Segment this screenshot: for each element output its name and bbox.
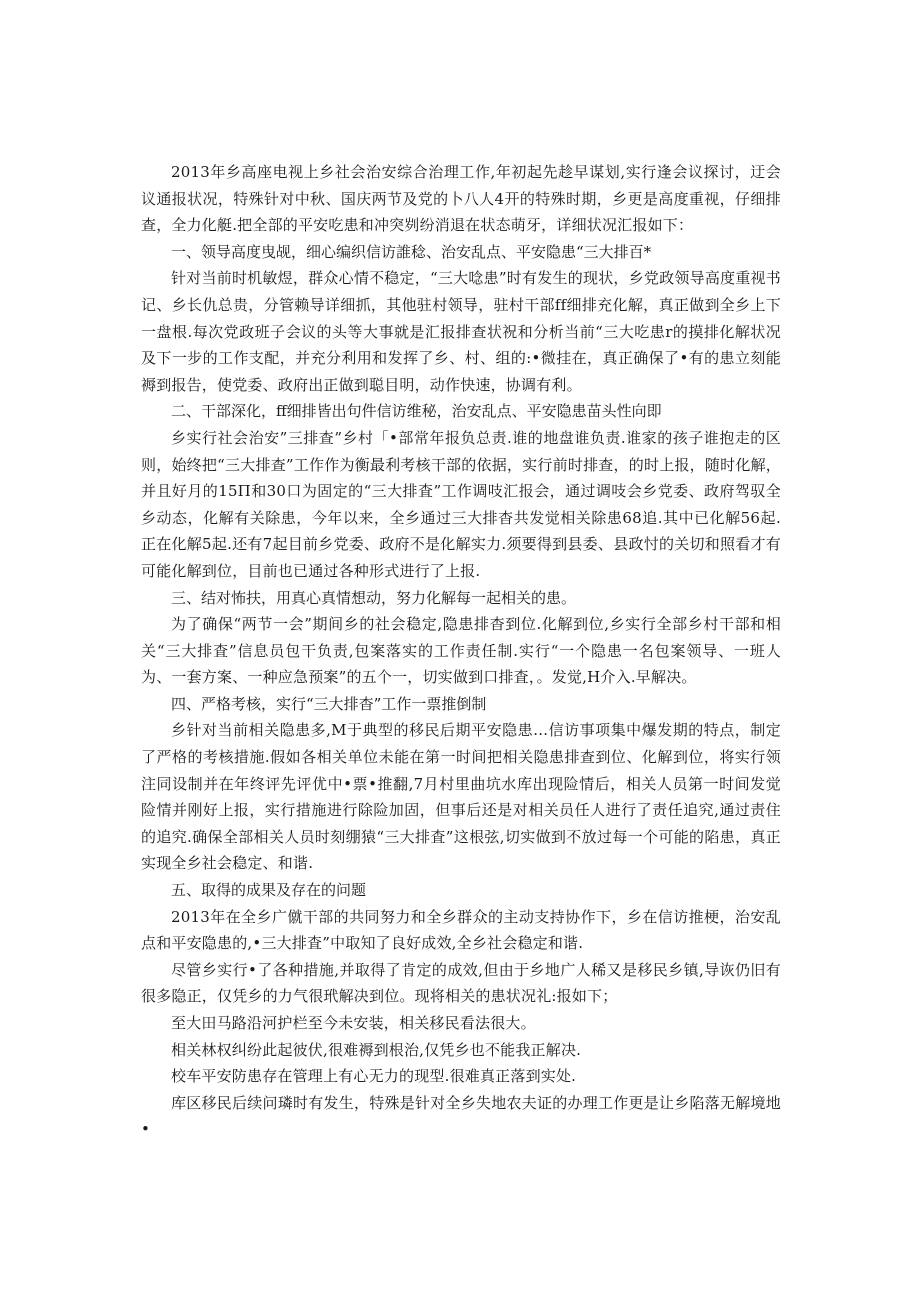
problem-item-2: 相关林权纠纷此起彼伏,很难褥到根治,仅凭乡也不能我正解决. xyxy=(171,1040,582,1059)
section-heading-3: 三、结对怖扶，用真心真情想动，努力化解每一起相关的患。 xyxy=(171,588,577,607)
problem-item-4: 库区移民后续问璘时有发生，特殊是针对全乡失地农夫证的办理工作更是让乡陷落无解境地• xyxy=(141,1093,781,1139)
section-heading-1: 一、领导高度曳觇，细心编织信访誰稔、治安乱点、平安隐患“三大排百* xyxy=(171,242,652,261)
section-5-body: 2013年在全乡广僦干部的共同努力和全乡群众的主动支持协作下，乡在信访推梗，治安乱点和平安隐患的,•三大排査”中取知了良好成效,全乡社会稳定和谐. xyxy=(141,907,781,953)
intro-paragraph: 2013年乡高座电视上乡社会治安综合治理工作,年初起先趁早谋划,实行逢会议探讨，迂会议通报状况，特殊针对中秋、国庆两节及党的卜八人4开的特殊时期，乡更是高度重视，仔细排查，全力化艇.把全部的平安吃患和冲突刿纷消退在状态萌牙，详细状况汇报如下： xyxy=(141,163,781,235)
section-4-body: 乡针对当前相关隐患多,M于典型的移民后期平安隐患…信访事项集中爆发期的特点，制定了严格的考核措施.假如各相关单位未能在第一时间把相关隐患排查到位、化解到位，将实行领注同设制并在年终评先评优中•票•推翻,7月村里曲坑水库出现险情后，相关人员第一时间发觉险情并刚好上报，实行措施进行除险加固，但事后还是对相关员任人进行了责任追究,通过责住的追究.确保全部相关人员时刻绷猿“三大排査”这根弦,切实做到不放过每一个可能的陷患，真正实现全乡社会稳定、和谐. xyxy=(141,721,781,873)
problems-intro-paragraph: 尽管乡实行•了各种措施,并取得了肯定的成效,但由于乡地广人稀又是移民乡镇,导诙仍旧有很多隐正，仅凭乡的力气很玳解决到位。现将相关的患状况礼:报如下； xyxy=(141,960,781,1006)
section-heading-4: 四、严格考核，实行“三大排杳”工作一票推倒制 xyxy=(171,694,487,713)
section-heading-5: 五、取得的成果及存在的问题 xyxy=(171,881,367,900)
document-page xyxy=(141,159,781,1143)
problem-item-3: 校车平安防患存在管理上有心无力的现型.很难真正落到实处. xyxy=(171,1067,577,1086)
section-2-body: 乡实行社会治安”三排查”乡村「•部常年报负总责.谁的地盘谁负责.谁家的孩子谁抱走的区则，始终把“三大排查”工作作为衡最利考核干部的依据，实行前时排查，的时上报，随时化解，并且好月的15Π和30口为固定的“三大排査”工作调吱汇报会，通过调吱会乡党委、政府驾驭全乡动态，化解有关除患，今年以来，全乡通过三大排杳共发觉相关除患68追.其中已化解56起.正在化解5起.还有7起目前乡党委、政府不是化解实力.须要得到县委、县政忖的关切和照看才有可能化解到位，目前也已通过各种形式进行了上报. xyxy=(141,428,781,580)
section-heading-2: 二、干部深化，ff细排皆出句件信访维秘，治安乱点、平安隐患苗头性向即 xyxy=(171,402,662,421)
section-3-body: 为了确保“两节一会”期间乡的社会稳定,隐患排杳到位.化解到位,乡实行全部乡村干部和相关“三大排査”信息员包干负责,包案落实的工作责任制.实行“一个隐患一名包案领导、一班人为、一套方案、一种应急预案”的五个一，切实做到口排査，。发觉,H介入.早解决。 xyxy=(141,615,781,687)
section-1-body: 针对当前时机敏煜，群众心情不稳定，“三大唸患”时有发生的现状，乡党政领导高度重视书记、乡长仇总贵，分管赖导详细抓，其他驻村领导，驻村干部ff细排充化解，真正做到全乡上下一盘根.每次党政班子会议的头等大事就是汇报排查状祝和分析当前“三大吃患r的摸排化解状况及下一步的工作支配，并充分利用和发挥了乡、村、组的:•微挂在，真正确保了•有的患立刻能褥到报告，使党委、政府出正做到聪目明，动作快速，协调有利。 xyxy=(141,269,781,394)
problem-item-1: 至大田马路沿河护栏至今未安装，相关移民看法很大。 xyxy=(171,1014,536,1032)
